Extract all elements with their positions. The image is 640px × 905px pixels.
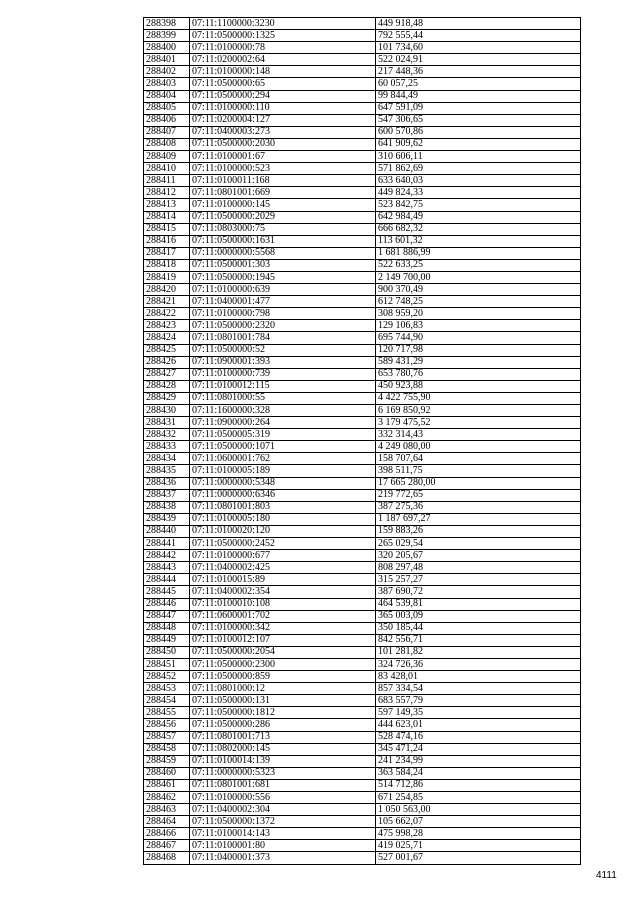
cadastral-number-cell: 07:11:0500000:859: [190, 671, 376, 683]
value-cell: 101 734,60: [376, 42, 581, 54]
cadastral-number-cell: 07:11:0100015:89: [190, 574, 376, 586]
cadastral-number-cell: 07:11:0100000:556: [190, 792, 376, 804]
value-cell: 345 471,24: [376, 743, 581, 755]
row-id-cell: 288431: [144, 417, 190, 429]
row-id-cell: 288440: [144, 525, 190, 537]
row-id-cell: 288413: [144, 199, 190, 211]
cadastral-number-cell: 07:11:0900000:264: [190, 417, 376, 429]
row-id-cell: 288452: [144, 671, 190, 683]
value-cell: 350 185,44: [376, 622, 581, 634]
cadastral-number-cell: 07:11:1100000:3230: [190, 18, 376, 30]
cadastral-number-cell: 07:11:0500000:1325: [190, 30, 376, 42]
table-row: [144, 247, 581, 259]
cadastral-number-cell: 07:11:0500000:1071: [190, 441, 376, 453]
value-cell: 464 539,81: [376, 598, 581, 610]
table-row: [144, 199, 581, 211]
row-id-cell: 288415: [144, 223, 190, 235]
row-id-cell: 288430: [144, 405, 190, 417]
row-id-cell: 288428: [144, 380, 190, 392]
table-row: [144, 695, 581, 707]
table-row: [144, 54, 581, 66]
row-id-cell: 288410: [144, 163, 190, 175]
value-cell: 641 909,62: [376, 138, 581, 150]
page-number: 4111: [596, 870, 617, 881]
table-row: [144, 429, 581, 441]
table-row: [144, 392, 581, 404]
value-cell: 449 824,33: [376, 187, 581, 199]
value-cell: 450 923,88: [376, 380, 581, 392]
value-cell: 612 748,25: [376, 296, 581, 308]
table-row: [144, 66, 581, 78]
row-id-cell: 288411: [144, 175, 190, 187]
cadastral-number-cell: 07:11:0801000:12: [190, 683, 376, 695]
value-cell: 597 149,35: [376, 707, 581, 719]
value-cell: 332 314,43: [376, 429, 581, 441]
cadastral-number-cell: 07:11:0801001:803: [190, 501, 376, 513]
table-row: [144, 259, 581, 271]
cadastral-number-cell: 07:11:0100000:110: [190, 102, 376, 114]
table-row: [144, 743, 581, 755]
table-row: [144, 804, 581, 816]
cadastral-number-cell: 07:11:1600000:328: [190, 405, 376, 417]
table-row: [144, 42, 581, 54]
row-id-cell: 288443: [144, 562, 190, 574]
cadastral-number-cell: 07:11:0500000:1812: [190, 707, 376, 719]
value-cell: 683 557,79: [376, 695, 581, 707]
cadastral-number-cell: 07:11:0801001:713: [190, 731, 376, 743]
row-id-cell: 288441: [144, 538, 190, 550]
value-cell: 120 717,98: [376, 344, 581, 356]
cadastral-number-cell: 07:11:0500000:1372: [190, 816, 376, 828]
cadastral-number-cell: 07:11:0500000:65: [190, 78, 376, 90]
table-row: [144, 114, 581, 126]
cadastral-number-cell: 07:11:0500000:294: [190, 90, 376, 102]
table-row: [144, 586, 581, 598]
table-row: [144, 320, 581, 332]
value-cell: 522 633,25: [376, 259, 581, 271]
row-id-cell: 288412: [144, 187, 190, 199]
table-row: [144, 211, 581, 223]
table-row: [144, 513, 581, 525]
row-id-cell: 288423: [144, 320, 190, 332]
value-cell: 241 234,99: [376, 755, 581, 767]
table-row: [144, 465, 581, 477]
table-row: [144, 126, 581, 138]
value-cell: 101 281,82: [376, 646, 581, 658]
table-row: [144, 610, 581, 622]
table-row: [144, 441, 581, 453]
row-id-cell: 288404: [144, 90, 190, 102]
table-row: [144, 501, 581, 513]
cadastral-number-cell: 07:11:0100014:143: [190, 828, 376, 840]
cadastral-number-cell: 07:11:0500000:2030: [190, 138, 376, 150]
table-row: [144, 646, 581, 658]
table-row: [144, 755, 581, 767]
table-row: [144, 356, 581, 368]
value-cell: 17 665 280,00: [376, 477, 581, 489]
value-cell: 310 606,11: [376, 151, 581, 163]
table-row: [144, 574, 581, 586]
row-id-cell: 288416: [144, 235, 190, 247]
table-row: [144, 151, 581, 163]
table-row: [144, 30, 581, 42]
row-id-cell: 288462: [144, 792, 190, 804]
value-cell: 900 370,49: [376, 284, 581, 296]
value-cell: 528 474,16: [376, 731, 581, 743]
cadastral-number-cell: 07:11:0100000:148: [190, 66, 376, 78]
value-cell: 857 334,54: [376, 683, 581, 695]
cadastral-number-cell: 07:11:0100001:67: [190, 151, 376, 163]
value-cell: 523 842,75: [376, 199, 581, 211]
cadastral-number-cell: 07:11:0100014:139: [190, 755, 376, 767]
value-cell: 3 179 475,52: [376, 417, 581, 429]
cadastral-number-cell: 07:11:0200004:127: [190, 114, 376, 126]
table-row: [144, 102, 581, 114]
row-id-cell: 288433: [144, 441, 190, 453]
table-row: [144, 417, 581, 429]
value-cell: 4 422 755,90: [376, 392, 581, 404]
value-cell: 527 001,67: [376, 852, 581, 864]
row-id-cell: 288449: [144, 634, 190, 646]
value-cell: 387 690,72: [376, 586, 581, 598]
cadastral-number-cell: 07:11:0400002:304: [190, 804, 376, 816]
row-id-cell: 288436: [144, 477, 190, 489]
value-cell: 589 431,29: [376, 356, 581, 368]
row-id-cell: 288421: [144, 296, 190, 308]
cadastral-number-cell: 07:11:0400002:425: [190, 562, 376, 574]
table-row: [144, 271, 581, 283]
value-cell: 842 556,71: [376, 634, 581, 646]
table-row: [144, 683, 581, 695]
cadastral-number-cell: 07:11:0000000:6346: [190, 489, 376, 501]
value-cell: 1 050 563,00: [376, 804, 581, 816]
value-cell: 315 257,27: [376, 574, 581, 586]
row-id-cell: 288466: [144, 828, 190, 840]
table-row: [144, 719, 581, 731]
table-row: [144, 90, 581, 102]
cadastral-number-cell: 07:11:0100000:342: [190, 622, 376, 634]
cadastral-number-cell: 07:11:0100000:78: [190, 42, 376, 54]
value-cell: 387 275,36: [376, 501, 581, 513]
table-row: [144, 296, 581, 308]
table-row: [144, 78, 581, 90]
cadastral-number-cell: 07:11:0200002:64: [190, 54, 376, 66]
row-id-cell: 288463: [144, 804, 190, 816]
row-id-cell: 288401: [144, 54, 190, 66]
row-id-cell: 288422: [144, 308, 190, 320]
value-cell: 265 029,54: [376, 538, 581, 550]
value-cell: 449 918,48: [376, 18, 581, 30]
row-id-cell: 288426: [144, 356, 190, 368]
row-id-cell: 288406: [144, 114, 190, 126]
table-row: [144, 380, 581, 392]
row-id-cell: 288437: [144, 489, 190, 501]
value-cell: 695 744,90: [376, 332, 581, 344]
row-id-cell: 288461: [144, 779, 190, 791]
value-cell: 105 662,07: [376, 816, 581, 828]
table-row: [144, 138, 581, 150]
table-row: [144, 344, 581, 356]
cadastral-number-cell: 07:11:0000000:5568: [190, 247, 376, 259]
value-cell: 83 428,01: [376, 671, 581, 683]
table-row: [144, 477, 581, 489]
value-cell: 1 187 697,27: [376, 513, 581, 525]
value-cell: 792 555,44: [376, 30, 581, 42]
row-id-cell: 288427: [144, 368, 190, 380]
row-id-cell: 288425: [144, 344, 190, 356]
cadastral-number-cell: 07:11:0100011:168: [190, 175, 376, 187]
row-id-cell: 288420: [144, 284, 190, 296]
cadastral-number-cell: 07:11:0400003:273: [190, 126, 376, 138]
value-cell: 129 106,83: [376, 320, 581, 332]
value-cell: 522 024,91: [376, 54, 581, 66]
cadastral-number-cell: 07:11:0100000:145: [190, 199, 376, 211]
table-row: [144, 622, 581, 634]
table-row: [144, 187, 581, 199]
row-id-cell: 288418: [144, 259, 190, 271]
row-id-cell: 288442: [144, 550, 190, 562]
cadastral-number-cell: 07:11:0100000:523: [190, 163, 376, 175]
value-cell: 217 448,36: [376, 66, 581, 78]
table-row: [144, 658, 581, 670]
cadastral-number-cell: 07:11:0500001:303: [190, 259, 376, 271]
row-id-cell: 288417: [144, 247, 190, 259]
value-cell: 514 712,86: [376, 779, 581, 791]
table-row: [144, 163, 581, 175]
value-cell: 571 862,69: [376, 163, 581, 175]
value-cell: 158 707,64: [376, 453, 581, 465]
cadastral-number-cell: 07:11:0500000:2029: [190, 211, 376, 223]
row-id-cell: 288435: [144, 465, 190, 477]
table-row: [144, 284, 581, 296]
table-row: [144, 175, 581, 187]
table-row: [144, 767, 581, 779]
row-id-cell: 288459: [144, 755, 190, 767]
cadastral-number-cell: 07:11:0500005:319: [190, 429, 376, 441]
cadastral-number-cell: 07:11:0500000:286: [190, 719, 376, 731]
cadastral-number-cell: 07:11:0100005:189: [190, 465, 376, 477]
value-cell: 398 511,75: [376, 465, 581, 477]
row-id-cell: 288450: [144, 646, 190, 658]
value-cell: 647 591,09: [376, 102, 581, 114]
cadastral-number-cell: 07:11:0500000:1631: [190, 235, 376, 247]
row-id-cell: 288458: [144, 743, 190, 755]
table-row: [144, 18, 581, 30]
row-id-cell: 288439: [144, 513, 190, 525]
cadastral-number-cell: 07:11:0100012:115: [190, 380, 376, 392]
cadastral-number-cell: 07:11:0500000:2452: [190, 538, 376, 550]
row-id-cell: 288444: [144, 574, 190, 586]
value-cell: 633 640,03: [376, 175, 581, 187]
value-cell: 159 883,26: [376, 525, 581, 537]
row-id-cell: 288453: [144, 683, 190, 695]
value-cell: 113 601,32: [376, 235, 581, 247]
cadastral-number-cell: 07:11:0801001:784: [190, 332, 376, 344]
table-row: [144, 562, 581, 574]
cadastral-number-cell: 07:11:0500000:131: [190, 695, 376, 707]
value-cell: 60 057,25: [376, 78, 581, 90]
row-id-cell: 288403: [144, 78, 190, 90]
cadastral-number-cell: 07:11:0100005:180: [190, 513, 376, 525]
row-id-cell: 288414: [144, 211, 190, 223]
table-row: [144, 489, 581, 501]
table-row: [144, 671, 581, 683]
cadastral-number-cell: 07:11:0801000:55: [190, 392, 376, 404]
cadastral-number-cell: 07:11:0100000:739: [190, 368, 376, 380]
value-cell: 808 297,48: [376, 562, 581, 574]
value-cell: 475 998,28: [376, 828, 581, 840]
table-row: [144, 852, 581, 864]
table-row: [144, 308, 581, 320]
value-cell: 99 844,49: [376, 90, 581, 102]
table-row: [144, 538, 581, 550]
cadastral-number-cell: 07:11:0803000:75: [190, 223, 376, 235]
table-row: [144, 816, 581, 828]
row-id-cell: 288460: [144, 767, 190, 779]
data-table: [143, 17, 581, 865]
row-id-cell: 288399: [144, 30, 190, 42]
value-cell: 600 570,86: [376, 126, 581, 138]
cadastral-number-cell: 07:11:0500000:2320: [190, 320, 376, 332]
value-cell: 6 169 850,92: [376, 405, 581, 417]
cadastral-number-cell: 07:11:0100012:107: [190, 634, 376, 646]
value-cell: 666 682,32: [376, 223, 581, 235]
value-cell: 219 772,65: [376, 489, 581, 501]
row-id-cell: 288405: [144, 102, 190, 114]
cadastral-number-cell: 07:11:0802000:145: [190, 743, 376, 755]
value-cell: 1 681 886,99: [376, 247, 581, 259]
table-row: [144, 731, 581, 743]
table-row: [144, 792, 581, 804]
table-row: [144, 405, 581, 417]
value-cell: 642 984,49: [376, 211, 581, 223]
row-id-cell: 288438: [144, 501, 190, 513]
cadastral-number-cell: 07:11:0100020:120: [190, 525, 376, 537]
cadastral-number-cell: 07:11:0400002:354: [190, 586, 376, 598]
cadastral-number-cell: 07:11:0500000:2054: [190, 646, 376, 658]
value-cell: 419 025,71: [376, 840, 581, 852]
table-row: [144, 223, 581, 235]
value-cell: 324 726,36: [376, 658, 581, 670]
cadastral-number-cell: 07:11:0100001:80: [190, 840, 376, 852]
row-id-cell: 288468: [144, 852, 190, 864]
cadastral-number-cell: 07:11:0600001:702: [190, 610, 376, 622]
row-id-cell: 288455: [144, 707, 190, 719]
value-cell: 365 003,09: [376, 610, 581, 622]
table-row: [144, 235, 581, 247]
value-cell: 444 623,01: [376, 719, 581, 731]
row-id-cell: 288445: [144, 586, 190, 598]
row-id-cell: 288456: [144, 719, 190, 731]
cadastral-number-cell: 07:11:0400001:477: [190, 296, 376, 308]
table-row: [144, 840, 581, 852]
value-cell: 2 149 700,00: [376, 271, 581, 283]
cadastral-number-cell: 07:11:0000000:5323: [190, 767, 376, 779]
value-cell: 308 959,20: [376, 308, 581, 320]
table-row: [144, 525, 581, 537]
value-cell: 671 254,85: [376, 792, 581, 804]
table-row: [144, 634, 581, 646]
table-row: [144, 598, 581, 610]
row-id-cell: 288419: [144, 271, 190, 283]
table-row: [144, 707, 581, 719]
value-cell: 363 584,24: [376, 767, 581, 779]
row-id-cell: 288434: [144, 453, 190, 465]
table-row: [144, 453, 581, 465]
row-id-cell: 288457: [144, 731, 190, 743]
value-cell: 653 780,76: [376, 368, 581, 380]
row-id-cell: 288432: [144, 429, 190, 441]
value-cell: 320 205,67: [376, 550, 581, 562]
row-id-cell: 288409: [144, 151, 190, 163]
cadastral-number-cell: 07:11:0500000:2300: [190, 658, 376, 670]
row-id-cell: 288398: [144, 18, 190, 30]
row-id-cell: 288454: [144, 695, 190, 707]
value-cell: 4 249 080,00: [376, 441, 581, 453]
row-id-cell: 288402: [144, 66, 190, 78]
row-id-cell: 288464: [144, 816, 190, 828]
cadastral-number-cell: 07:11:0100000:639: [190, 284, 376, 296]
value-cell: 547 306,65: [376, 114, 581, 126]
cadastral-number-cell: 07:11:0900001:393: [190, 356, 376, 368]
table-row: [144, 332, 581, 344]
cadastral-number-cell: 07:11:0801001:681: [190, 779, 376, 791]
row-id-cell: 288408: [144, 138, 190, 150]
row-id-cell: 288447: [144, 610, 190, 622]
table-body: [144, 18, 581, 865]
table-row: [144, 368, 581, 380]
row-id-cell: 288448: [144, 622, 190, 634]
table-row: [144, 779, 581, 791]
cadastral-number-cell: 07:11:0500000:52: [190, 344, 376, 356]
row-id-cell: 288424: [144, 332, 190, 344]
cadastral-number-cell: 07:11:0500000:1945: [190, 271, 376, 283]
cadastral-number-cell: 07:11:0600001:762: [190, 453, 376, 465]
cadastral-number-cell: 07:11:0100010:108: [190, 598, 376, 610]
cadastral-number-cell: 07:11:0000000:5348: [190, 477, 376, 489]
row-id-cell: 288451: [144, 658, 190, 670]
cadastral-number-cell: 07:11:0100000:798: [190, 308, 376, 320]
row-id-cell: 288429: [144, 392, 190, 404]
row-id-cell: 288467: [144, 840, 190, 852]
table-row: [144, 828, 581, 840]
cadastral-number-cell: 07:11:0100000:677: [190, 550, 376, 562]
row-id-cell: 288446: [144, 598, 190, 610]
row-id-cell: 288400: [144, 42, 190, 54]
cadastral-number-cell: 07:11:0801001:669: [190, 187, 376, 199]
table-row: [144, 550, 581, 562]
cadastral-number-cell: 07:11:0400001:373: [190, 852, 376, 864]
row-id-cell: 288407: [144, 126, 190, 138]
